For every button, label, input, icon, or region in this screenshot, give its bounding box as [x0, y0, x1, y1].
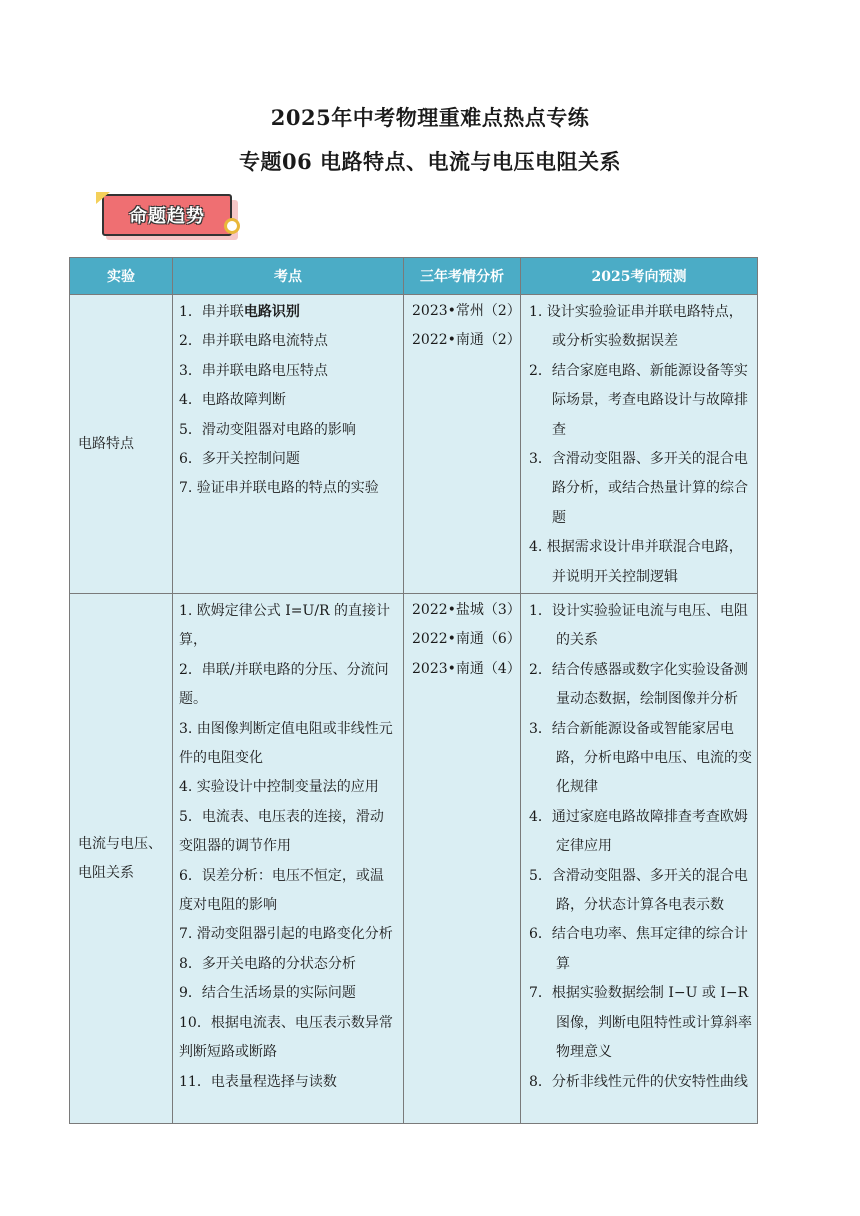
- analysis-cell: [404, 295, 521, 594]
- table-header-row: [70, 258, 758, 295]
- list-item: 8．多开关电路的分状态分析: [179, 955, 356, 972]
- list-item: 6．误差分析：电压不恒定，或温度对电阻的影响: [179, 867, 384, 914]
- list-item: 2．串联/并联电路的分压、分流问题。: [179, 661, 389, 708]
- experiment-cell: 电路特点: [70, 295, 173, 594]
- prediction-cell: [521, 295, 758, 594]
- prediction-cell: [521, 594, 758, 1124]
- list-item: 2023•南通（4）: [412, 660, 521, 677]
- list-item: 2023•常州（2）: [412, 303, 521, 319]
- list-item: 3．结合新能源设备或智能家居电路，分析电路中电压、电流的变化规律: [529, 720, 752, 796]
- list-item: 2022•南通（6）: [412, 631, 521, 648]
- list-item: 1. 欧姆定律公式 I=U/R 的直接计算，: [179, 603, 391, 649]
- header-analysis: 三年考情分析: [404, 258, 521, 295]
- badge-tab-decoration: [96, 192, 110, 204]
- list-item: 2022•南通（2）: [412, 332, 521, 349]
- list-item: 7. 验证串并联电路的特点的实验: [179, 480, 379, 497]
- list-item: 6．多开关控制问题: [179, 451, 300, 468]
- list-item: 1．串并联电路识别: [179, 304, 300, 320]
- table-row: [70, 295, 758, 594]
- list-item: 4. 根据需求设计串并联混合电路，并说明开关控制逻辑: [529, 539, 743, 585]
- list-item: 4．电路故障判断: [179, 392, 286, 409]
- list-item: 3．串并联电路电压特点: [179, 362, 328, 379]
- list-item: 2022•盐城（3）: [412, 602, 521, 618]
- list-item: 5．滑动变阻器对电路的影响: [179, 421, 356, 438]
- list-item: 2．串并联电路电流特点: [179, 333, 328, 350]
- points-cell: [173, 594, 404, 1124]
- list-item: 4. 实验设计中控制变量法的应用: [179, 779, 379, 796]
- points-cell: [173, 295, 404, 594]
- trend-table: [69, 257, 758, 1124]
- header-prediction: 2025考向预测: [521, 258, 758, 295]
- list-item: 11．电表量程选择与读数: [179, 1073, 337, 1090]
- badge-ring-icon: [224, 218, 240, 234]
- document-title: 2025年中考物理重难点热点专练: [270, 105, 590, 130]
- badge-label-box: [102, 194, 232, 236]
- document-subtitle: 专题06 电路特点、电流与电压电阻关系: [238, 149, 622, 174]
- list-item: 5．含滑动变阻器、多开关的混合电路，分状态计算各电表示数: [529, 867, 748, 914]
- header-points: 考点: [173, 258, 404, 295]
- list-item: 3．含滑动变阻器、多开关的混合电路分析，或结合热量计算的综合题: [529, 451, 748, 526]
- list-item: 2．结合传感器或数字化实验设备测量动态数据，绘制图像并分析: [529, 661, 748, 708]
- list-item: 7. 滑动变阻器引起的电路变化分析: [179, 926, 393, 943]
- list-item: 1. 设计实验验证串并联电路特点，或分析实验数据误差: [529, 304, 743, 350]
- badge-label: 命题趋势: [129, 206, 205, 227]
- header-experiment: 实验: [70, 258, 173, 295]
- list-item: 7．根据实验数据绘制 I−U 或 I−R 图像，判断电阻特性或计算斜率物理意义: [529, 985, 752, 1061]
- list-item: 4．通过家庭电路故障排查考查欧姆定律应用: [529, 808, 748, 855]
- list-item: 5．电流表、电压表的连接，滑动变阻器的调节作用: [179, 808, 384, 855]
- list-item: 3. 由图像判断定值电阻或非线性元件的电阻变化: [179, 720, 393, 767]
- list-item: 10．根据电流表、电压表示数异常判断短路或断路: [179, 1014, 393, 1061]
- analysis-cell: [404, 594, 521, 1124]
- list-item: 6．结合电功率、焦耳定律的综合计算: [529, 926, 748, 972]
- list-item: 8．分析非线性元件的伏安特性曲线: [529, 1073, 748, 1090]
- experiment-cell: 电流与电压、电阻关系: [70, 594, 173, 1124]
- list-item: 1．设计实验验证电流与电压、电阻的关系: [529, 603, 748, 649]
- list-item: 9．结合生活场景的实际问题: [179, 985, 356, 1002]
- list-item: 2．结合家庭电路、新能源设备等实际场景，考查电路设计与故障排查: [529, 362, 748, 438]
- section-badge: [96, 192, 246, 244]
- table-row: [70, 594, 758, 1124]
